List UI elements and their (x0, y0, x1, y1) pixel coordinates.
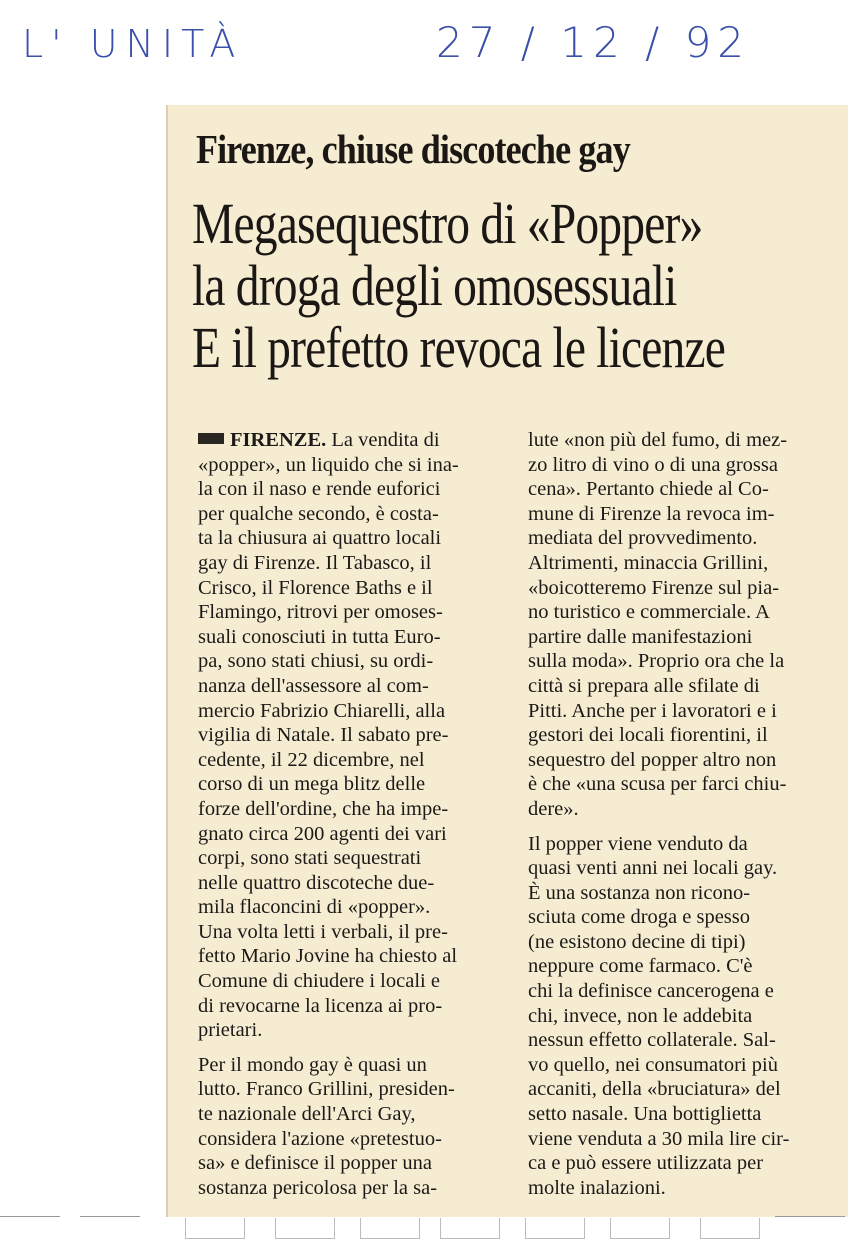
body-text-line: suali conosciuti in tutta Euro- (198, 625, 441, 648)
binder-tab (525, 1218, 585, 1239)
paragraph-gap (528, 822, 828, 832)
binder-tab (360, 1218, 420, 1239)
body-text-line: quasi venti anni nei locali gay. (528, 857, 778, 880)
body-text-line: Pitti. Anche per i lavoratori e i (528, 699, 777, 722)
body-text-line: La vendita di (326, 429, 440, 451)
headline-line: E il prefetto revoca le licenze (192, 315, 726, 380)
body-text-line: Altrimenti, minaccia Grillini, (528, 551, 769, 574)
body-text-line: sciuta come droga e spesso (528, 906, 751, 929)
body-text-line: vigilia di Natale. Il sabato pre- (198, 724, 449, 747)
body-text-line: setto nasale. Una bottiglietta (528, 1103, 762, 1126)
body-text-line: nelle quattro discoteche due- (198, 871, 435, 894)
body-text-line: di revocarne la licenza ai pro- (198, 994, 443, 1017)
body-text-line: Flamingo, ritrovi per omoses- (198, 601, 443, 624)
body-text-line: chi la definisce cancerogena e (528, 980, 774, 1003)
body-text-line: Una volta letti i verbali, il pre- (198, 920, 448, 943)
body-text-line: mercio Fabrizio Chiarelli, alla (198, 699, 446, 722)
handwritten-source-note: L' UNITÀ (22, 22, 244, 66)
body-text-line: gnato circa 200 agenti dei vari (198, 822, 447, 845)
body-text-line: fetto Mario Jovine ha chiesto al (198, 945, 458, 968)
body-text-line: città si prepara alle sfilate di (528, 674, 760, 697)
body-text-line: dere». (528, 797, 579, 820)
body-text-line: ca e può essere utilizzata per (528, 1152, 764, 1175)
handwritten-date-note: 27 / 12 / 92 (436, 18, 751, 67)
body-text-line: è che «una scusa per farci chiu- (528, 773, 787, 796)
article-column-left (198, 428, 498, 1200)
body-text-line: sulla moda». Proprio ora che la (528, 650, 785, 673)
body-text-line: «popper», un liquido che si ina- (198, 453, 459, 476)
body-text-line: Crisco, il Florence Baths e il (198, 576, 433, 599)
binder-tab (185, 1218, 245, 1239)
body-text-line: no turistico e commerciale. A (528, 601, 770, 624)
body-text-line: mediata del provvedimento. (528, 527, 758, 550)
body-text-line: ta la chiusura ai quattro locali (198, 527, 442, 550)
body-text-line: sa» e definisce il popper una (198, 1152, 432, 1175)
article-headline (192, 193, 725, 379)
headline-line: Megasequestro di «Popper» (192, 191, 703, 256)
dateline-row (198, 428, 498, 453)
body-text-line: nessun effetto collaterale. Sal- (528, 1029, 776, 1052)
body-text-line: gay di Firenze. Il Tabasco, il (198, 551, 432, 574)
dateline-marker-icon (198, 433, 224, 444)
body-text-line: (ne esistono decine di tipi) (528, 930, 746, 953)
binder-tab (610, 1218, 670, 1239)
body-text-line: Il popper viene venduto da (528, 832, 748, 855)
body-text-line: prietari. (198, 1019, 263, 1042)
body-text-line: forze dell'ordine, che ha impe- (198, 797, 449, 820)
article-column-right (528, 428, 828, 1200)
body-text-line: sequestro del popper altro non (528, 748, 777, 771)
body-text-line: partire dalle manifestazioni (528, 625, 753, 648)
body-text-line: neppure come farmaco. C'è (528, 955, 753, 978)
body-text-line: corpi, sono stati sequestrati (198, 847, 422, 870)
body-text-line: viene venduta a 30 mila lire cir- (528, 1127, 790, 1150)
body-text-line: pa, sono stati chiusi, su ordi- (198, 650, 434, 673)
article-kicker: Firenze, chiuse discoteche gay (196, 126, 630, 172)
body-text-line: chi, invece, non le addebita (528, 1004, 753, 1027)
body-text-line: la con il naso e rende euforici (198, 478, 441, 501)
body-text-line: cedente, il 22 dicembre, nel (198, 748, 425, 771)
binder-tab (700, 1218, 760, 1239)
paragraph-gap (198, 1043, 498, 1053)
body-text-line: corso di un mega blitz delle (198, 773, 426, 796)
body-text-line: zo litro di vino o di una grossa (528, 453, 778, 476)
body-text-line: lute «non più del fumo, di mez- (528, 429, 788, 451)
body-text-line: sostanza pericolosa per la sa- (198, 1176, 438, 1199)
scan-edge-mark (80, 1216, 140, 1217)
body-text-line: per qualche secondo, è costa- (198, 502, 439, 525)
body-text-line: nanza dell'assessore al com- (198, 674, 429, 697)
body-text-line: cena». Pertanto chiede al Co- (528, 478, 769, 501)
body-text-line: te nazionale dell'Arci Gay, (198, 1103, 416, 1126)
body-text-line: «boicotteremo Firenze sul pia- (528, 576, 780, 599)
body-text-line: Comune di chiudere i locali e (198, 970, 440, 993)
binder-tab (275, 1218, 335, 1239)
scan-edge-mark (0, 1216, 60, 1217)
headline-line: la droga degli omosessuali (192, 253, 677, 318)
dateline: FIRENZE. (230, 429, 327, 451)
scan-edge-mark (775, 1216, 845, 1217)
body-text-line: considera l'azione «pretestuo- (198, 1127, 442, 1150)
body-text-line: lutto. Franco Grillini, presiden- (198, 1078, 455, 1101)
body-text-line: vo quello, nei consumatori più (528, 1053, 778, 1076)
body-text-line: molte inalazioni. (528, 1176, 666, 1199)
body-text-line: Per il mondo gay è quasi un (198, 1053, 427, 1076)
body-text-line: mila flaconcini di «popper». (198, 896, 431, 919)
body-text-line: È una sostanza non ricono- (528, 881, 751, 904)
body-text-line: mune di Firenze la revoca im- (528, 502, 775, 525)
binder-tab (440, 1218, 500, 1239)
body-text-line: gestori dei locali fiorentini, il (528, 724, 768, 747)
body-text-line: accaniti, della «bruciatura» del (528, 1078, 781, 1101)
newspaper-clipping (168, 105, 848, 1217)
